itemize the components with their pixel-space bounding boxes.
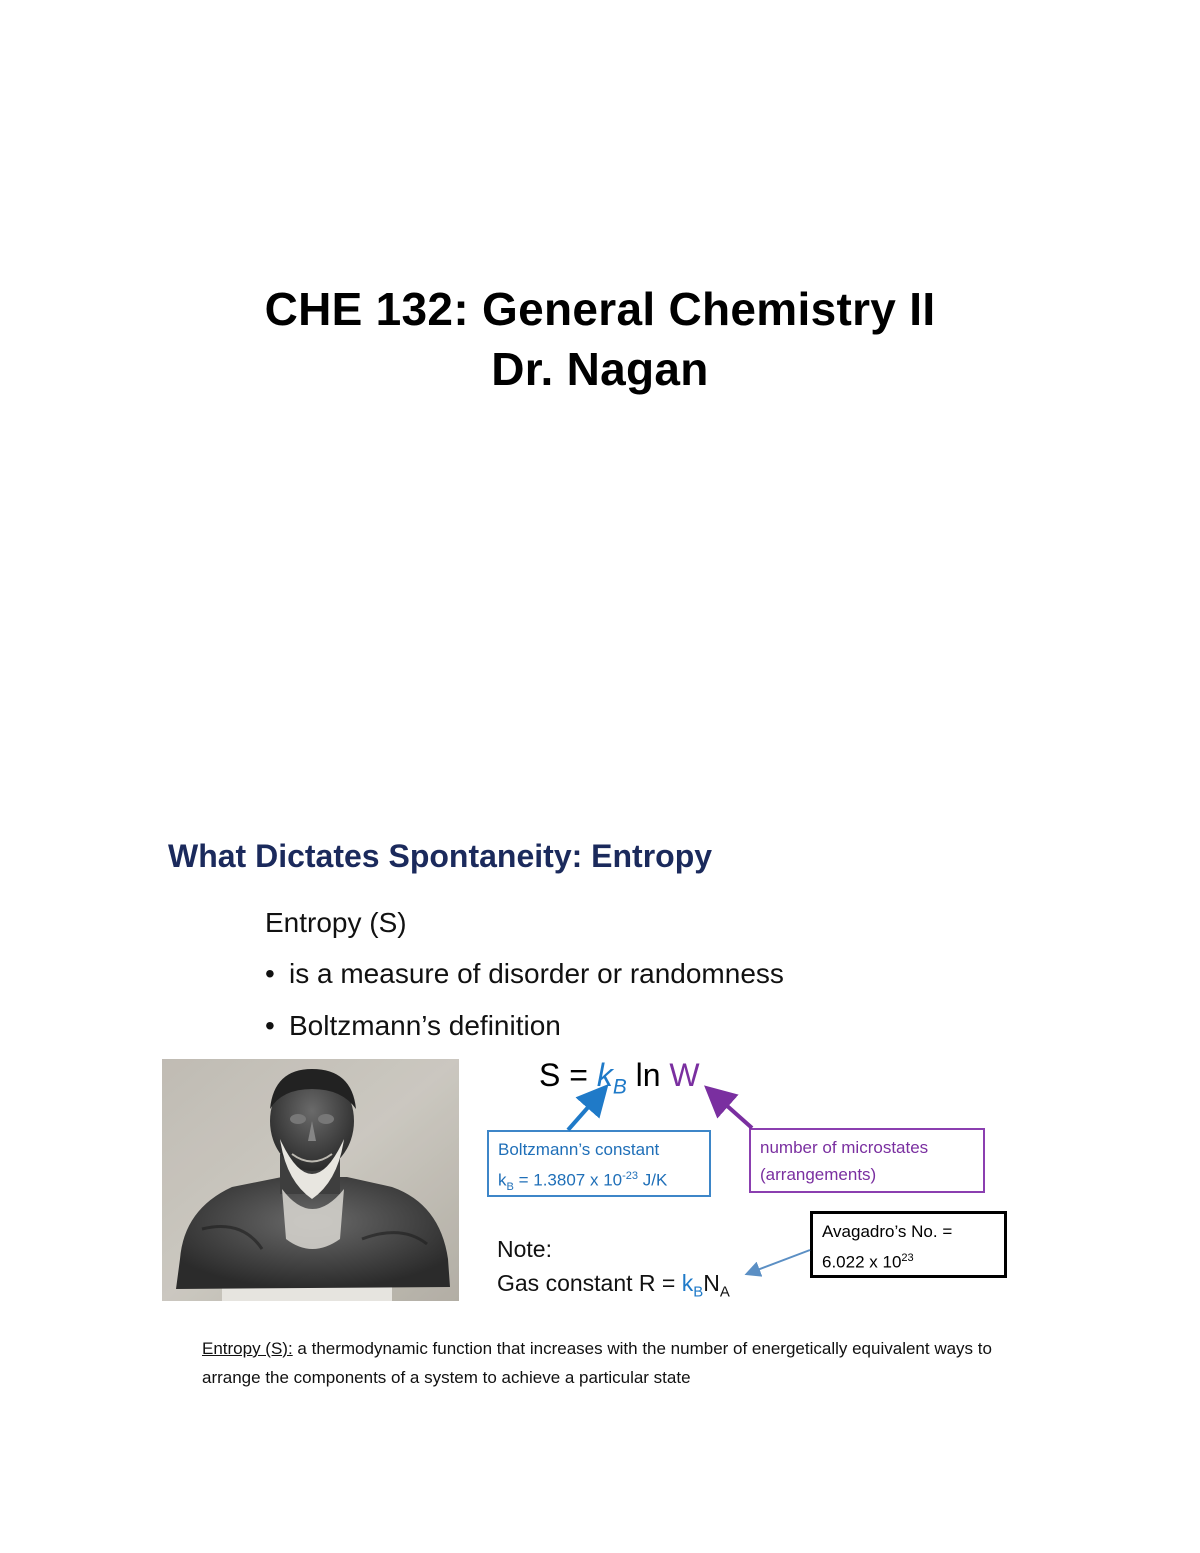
bullet-item — [265, 1010, 561, 1042]
boltzmann-constant-box — [487, 1130, 711, 1197]
equation-ln: ln — [626, 1057, 670, 1093]
equation-kb: $k_B$ — [596, 1057, 627, 1099]
avogadro-value: 6.022 x $10^{23}$ — [822, 1252, 914, 1272]
note-text: Gas constant $R = k_BN_A$ — [497, 1270, 730, 1301]
boltzmann-equation — [539, 1057, 700, 1099]
bullet-icon: • — [265, 958, 275, 989]
avogadro-label: Avagadro’s No. = — [822, 1222, 953, 1241]
note-label: Note: — [497, 1236, 552, 1262]
boltzmann-bust-image — [162, 1059, 459, 1301]
slide-heading: What Dictates Spontaneity: Entropy — [168, 838, 713, 874]
equation-w: W — [669, 1057, 700, 1093]
microstates-box — [749, 1128, 985, 1193]
definition-text: a thermodynamic function that increases with the number of energetically equivalent ways to arrange the components of a system to achieve a particular state — [202, 1339, 992, 1387]
bullet-item — [265, 958, 784, 990]
entropy-definition — [202, 1334, 1032, 1392]
equation-lhs: S = — [539, 1057, 597, 1093]
avogadro-box — [810, 1211, 1007, 1278]
arrow-to-w-icon — [716, 1096, 752, 1128]
gas-constant-note — [497, 1232, 730, 1310]
arrow-to-na-icon — [752, 1250, 810, 1272]
arrow-to-kb-icon — [568, 1096, 598, 1130]
microstates-line2: (arrangements) — [760, 1165, 877, 1184]
boltzmann-constant-value: $k_B = 1.3807$ x $10^{-23}$ J/K — [498, 1170, 668, 1194]
boltzmann-constant-title: Boltzmann’s constant — [498, 1140, 660, 1159]
entropy-label: Entropy (S) — [265, 907, 407, 938]
microstates-line1: number of microstates — [760, 1138, 929, 1157]
instructor-name: Dr. Nagan — [491, 343, 709, 395]
definition-term: Entropy (S): — [202, 1339, 293, 1358]
bullet-text: Boltzmann’s definition — [289, 1010, 561, 1041]
bullet-text: is a measure of disorder or randomness — [289, 958, 784, 989]
bullet-icon: • — [265, 1010, 275, 1041]
course-title: CHE 132: General Chemistry II — [264, 283, 936, 335]
